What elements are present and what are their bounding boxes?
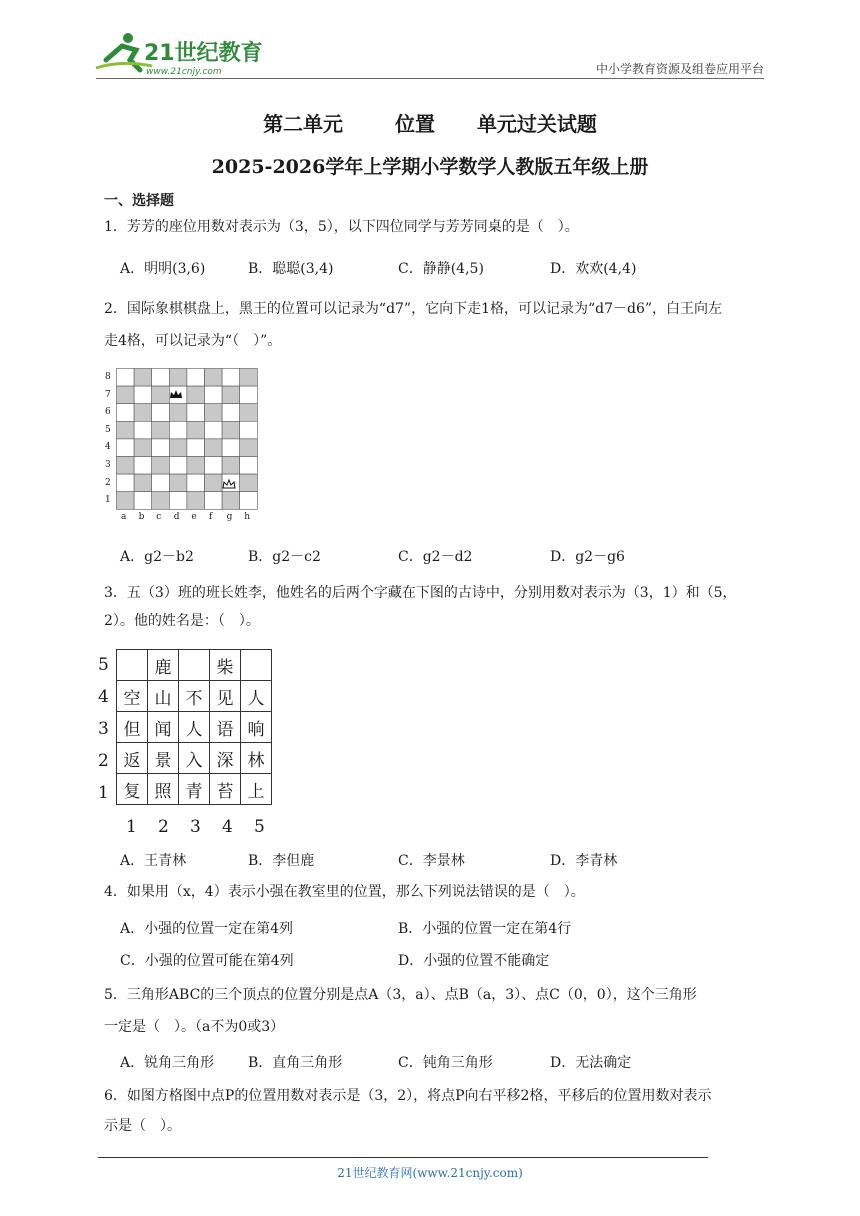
chess-square: [205, 492, 223, 510]
poem-cell: 响: [241, 712, 272, 743]
svg-text:21世纪教育: 21世纪教育: [144, 41, 262, 66]
poem-cell: 柴: [210, 650, 241, 681]
chess-square: [117, 457, 135, 475]
poem-cell: 青: [179, 774, 210, 805]
logo: [92, 30, 262, 78]
poem-x-label: 2: [158, 817, 169, 837]
poem-cell: 见: [210, 681, 241, 712]
chess-square: [240, 404, 258, 422]
poem-cell: 空: [117, 681, 148, 712]
chess-square: [152, 386, 170, 404]
poem-cell: [179, 650, 210, 681]
chess-square: [169, 404, 187, 422]
poem-cell: 林: [241, 743, 272, 774]
chess-square: [134, 404, 152, 422]
chess-square: [205, 457, 223, 475]
poem-cell: 语: [210, 712, 241, 743]
chess-square: [134, 492, 152, 510]
chess-square: [205, 386, 223, 404]
chess-square: [152, 439, 170, 457]
title-kind: 单元过关试题: [476, 112, 597, 136]
chess-square: [152, 457, 170, 475]
poem-x-label: 3: [190, 817, 201, 837]
chess-square: [152, 474, 170, 492]
chess-square: [134, 457, 152, 475]
chess-board: [104, 368, 264, 528]
chess-square: [169, 457, 187, 475]
q4-option-a: A．小强的位置一定在第4列: [120, 921, 294, 937]
chess-col-label: g: [226, 512, 233, 522]
page-subtitle: 2025-2026学年上学期小学数学人教版五年级上册: [211, 156, 649, 178]
chess-square: [187, 439, 205, 457]
chess-row-label: 1: [105, 495, 111, 506]
chess-square: [222, 386, 240, 404]
chess-square: [240, 492, 258, 510]
title-unit: 第二单元: [263, 112, 344, 136]
poem-cell: 深: [210, 743, 241, 774]
chess-square: [205, 369, 223, 387]
poem-cell: 照: [148, 774, 179, 805]
chess-square: [117, 492, 135, 510]
chess-row-label: 5: [105, 424, 111, 435]
chess-col-label: c: [156, 512, 162, 522]
poem-y-label: 3: [98, 719, 109, 739]
chess-square: [152, 492, 170, 510]
svg-text:www.21cnjy.com: www.21cnjy.com: [146, 67, 222, 77]
question-6-stem-line1: 6．如图方格图中点P的位置用数对表示是（3，2），将点P向右平移2格，平移后的位置用数对表示: [104, 1088, 712, 1104]
poem-cell: 鹿: [148, 650, 179, 681]
page-title: [0, 108, 860, 137]
chess-square: [222, 492, 240, 510]
question-1-stem: 1．芳芳的座位用数对表示为（3，5），以下四位同学与芳芳同桌的是（ ）。: [104, 219, 579, 235]
chess-square: [169, 421, 187, 439]
chess-square: [134, 369, 152, 387]
chess-square: [187, 421, 205, 439]
poem-y-label: 1: [98, 783, 109, 803]
chess-col-label: d: [173, 512, 180, 522]
q5-option-a: A．锐角三角形: [120, 1055, 215, 1071]
chess-col-label: h: [244, 512, 250, 522]
chess-square: [117, 439, 135, 457]
chess-square: [117, 474, 135, 492]
poem-grid: [98, 649, 272, 837]
chess-row-label: 4: [105, 442, 111, 453]
chess-square: [134, 474, 152, 492]
q2-option-c: C．g2－d2: [398, 549, 473, 565]
q4-option-b: B．小强的位置一定在第4行: [398, 921, 572, 937]
chess-square: [187, 474, 205, 492]
q5-option-b: B．直角三角形: [248, 1055, 343, 1071]
q3-option-a: A．王青林: [120, 853, 187, 869]
chess-square: [222, 457, 240, 475]
chess-square: [117, 369, 135, 387]
poem-cell: 复: [117, 774, 148, 805]
q4-option-c: C．小强的位置可能在第4列: [120, 953, 294, 969]
footer-divider: [98, 1157, 708, 1158]
title-topic: 位置: [395, 112, 435, 136]
poem-cell: [241, 650, 272, 681]
q3-option-d: D．李青林: [550, 853, 618, 869]
chess-square: [205, 439, 223, 457]
chess-square: [152, 404, 170, 422]
question-5-stem-line2: 一定是（ ）。（a不为0或3）: [104, 1019, 285, 1035]
poem-cell: 入: [179, 743, 210, 774]
poem-cell: 闻: [148, 712, 179, 743]
chess-grid: [116, 368, 261, 513]
chess-square: [222, 421, 240, 439]
poem-cell: 山: [148, 681, 179, 712]
chess-square: [222, 369, 240, 387]
poem-cell: 人: [241, 681, 272, 712]
chess-square: [205, 474, 223, 492]
chess-square: [240, 474, 258, 492]
chess-square: [240, 369, 258, 387]
chess-col-label: a: [121, 512, 127, 522]
q1-option-b: B．聪聪(3,4): [248, 261, 334, 277]
chess-col-label: f: [209, 512, 213, 522]
section-heading: 一、选择题: [104, 193, 174, 209]
chess-square: [240, 421, 258, 439]
poem-y-label: 2: [98, 751, 109, 771]
poem-x-label: 5: [254, 817, 265, 837]
chess-row-label: 2: [105, 477, 111, 488]
footer-text: 21世纪教育网(www.21cnjy.com): [337, 1166, 523, 1180]
q5-option-c: C．钝角三角形: [398, 1055, 493, 1071]
poem-cell: 景: [148, 743, 179, 774]
q1-option-d: D．欢欢(4,4): [550, 261, 637, 277]
chess-square: [187, 386, 205, 404]
q4-option-d: D．小强的位置不能确定: [398, 953, 550, 969]
runner-logo-icon: [92, 30, 262, 78]
chess-square: [187, 369, 205, 387]
chess-square: [169, 492, 187, 510]
poem-cell: 苔: [210, 774, 241, 805]
poem-y-label: 4: [98, 687, 109, 707]
q1-option-a: A．明明(3,6): [120, 261, 206, 277]
chess-square: [134, 421, 152, 439]
question-3-stem-line2: 2）。他的姓名是：（ ）。: [104, 613, 260, 629]
q3-option-c: C．李景林: [398, 853, 465, 869]
chess-row-label: 8: [105, 372, 111, 382]
q3-option-b: B．李但鹿: [248, 853, 315, 869]
question-2-stem-line2: 走4格，可以记录为“（ ）”。: [104, 333, 282, 349]
question-6-stem-line2: 示是（ ）。: [104, 1118, 181, 1134]
chess-square: [169, 369, 187, 387]
q2-option-d: D．g2－g6: [550, 549, 625, 565]
poem-cell: [117, 650, 148, 681]
poem-cell: 但: [117, 712, 148, 743]
question-5-stem-line1: 5．三角形ABC的三个顶点的位置分别是点A（3，a）、点B（a，3）、点C（0，0），这个三角形: [104, 987, 697, 1003]
chess-square: [240, 457, 258, 475]
chess-square: [169, 439, 187, 457]
chess-square: [134, 386, 152, 404]
chess-col-label: e: [191, 512, 197, 522]
chess-square: [222, 439, 240, 457]
poem-y-label: 5: [98, 655, 109, 675]
chess-square: [240, 386, 258, 404]
white-king-icon: [221, 478, 237, 490]
q2-option-a: A．g2－b2: [120, 549, 194, 565]
chess-square: [187, 492, 205, 510]
poem-row: [117, 650, 272, 681]
chess-row-label: 6: [105, 407, 111, 418]
chess-square: [187, 404, 205, 422]
chess-square: [152, 369, 170, 387]
chess-square: [240, 439, 258, 457]
black-king-icon: [168, 388, 184, 400]
poem-cell: 人: [179, 712, 210, 743]
chess-square: [152, 421, 170, 439]
poem-row: [117, 681, 272, 712]
chess-square: [169, 474, 187, 492]
chess-square: [117, 404, 135, 422]
header-divider: [96, 78, 764, 79]
chess-row-label: 3: [105, 460, 111, 470]
platform-name: 中小学教育资源及组卷应用平台: [595, 62, 764, 76]
question-2-stem-line1: 2．国际象棋棋盘上，黑王的位置可以记录为“d7”，它向下走1格，可以记录为“d7－d6”，白王向左: [104, 301, 723, 317]
chess-square: [117, 421, 135, 439]
poem-row: [117, 774, 272, 805]
question-3-stem-line1: 3．五（3）班的班长姓李，他姓名的后两个字藏在下图的古诗中，分别用数对表示为（3，1）和（5，: [104, 585, 737, 601]
poem-x-label: 1: [126, 817, 137, 837]
q5-option-d: D．无法确定: [550, 1055, 632, 1071]
chess-square: [222, 404, 240, 422]
q1-option-c: C．静静(4,5): [398, 261, 484, 277]
chess-col-label: b: [138, 512, 145, 522]
chess-square: [187, 457, 205, 475]
chess-row-label: 7: [105, 389, 111, 400]
poem-cell: 不: [179, 681, 210, 712]
chess-square: [134, 439, 152, 457]
question-4-stem: 4．如果用（x，4）表示小强在教室里的位置，那么下列说法错误的是（ ）。: [104, 884, 585, 900]
poem-cell: 上: [241, 774, 272, 805]
q2-option-b: B．g2－c2: [248, 549, 321, 565]
chess-square: [205, 421, 223, 439]
chess-square: [117, 386, 135, 404]
poem-x-label: 4: [222, 817, 233, 837]
chess-square: [205, 404, 223, 422]
poem-cell: 返: [117, 743, 148, 774]
poem-row: [117, 743, 272, 774]
poem-table: [116, 649, 272, 805]
poem-row: [117, 712, 272, 743]
